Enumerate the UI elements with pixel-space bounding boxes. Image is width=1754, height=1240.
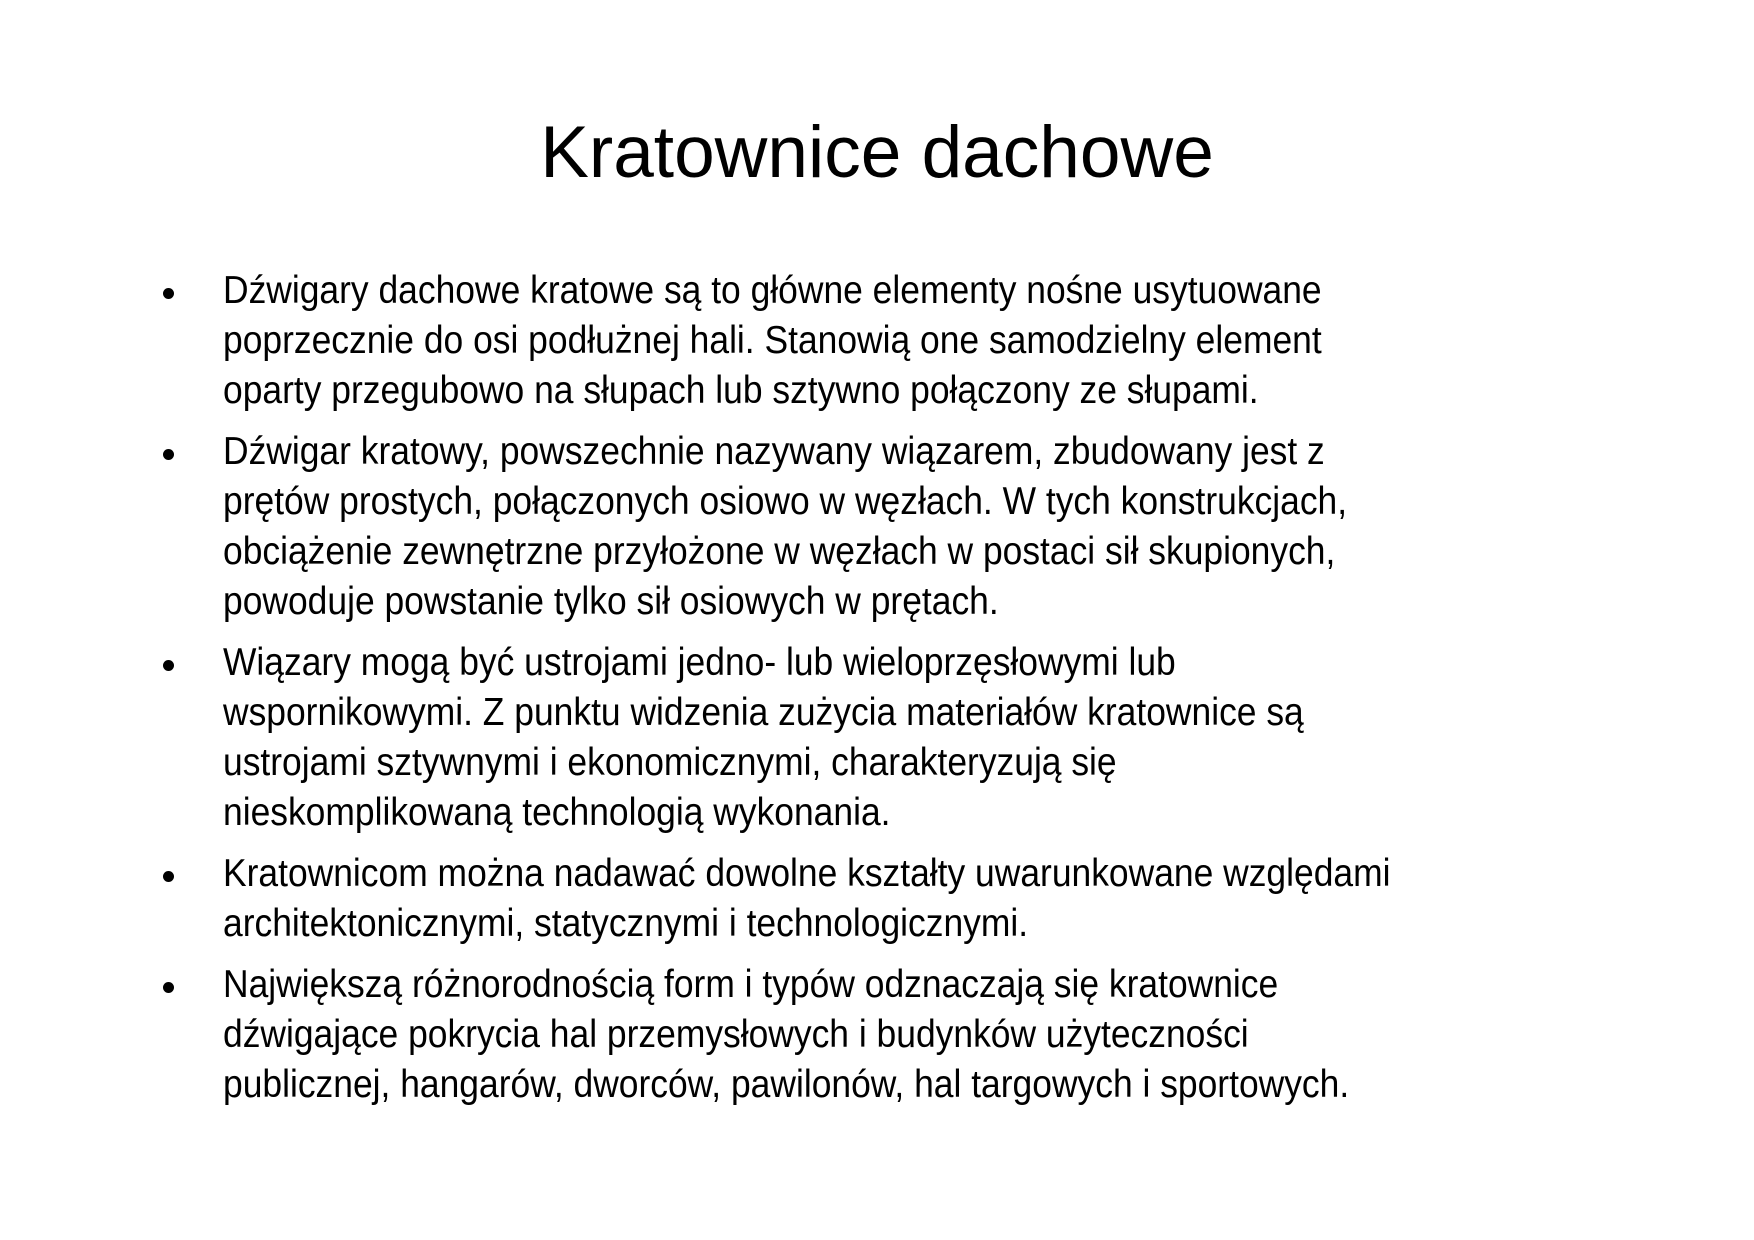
bullet-text-line: Wiązary mogą być ustrojami jedno- lub wieloprzęsłowymi lub xyxy=(223,641,1176,684)
bullet-text-line: Dźwigar kratowy, powszechnie nazywany wiązarem, zbudowany jest z xyxy=(223,430,1325,473)
bullet-text-line: ustrojami sztywnymi i ekonomicznymi, charakteryzują się xyxy=(223,741,1117,784)
bullet-text-line: publicznej, hangarów, dworców, pawilonów, hal targowych i sportowych. xyxy=(223,1063,1350,1106)
bullet-text-line: architektonicznymi, statycznymi i technologicznymi. xyxy=(223,902,1029,945)
bullet-item xyxy=(0,849,1754,949)
bullet-text-line: Kratownicom można nadawać dowolne kształty uwarunkowane względami xyxy=(223,852,1391,895)
slide-title: Kratownice dachowe xyxy=(540,112,1214,193)
bullet-item xyxy=(0,960,1754,1110)
bullet-item xyxy=(0,638,1754,838)
bullet-text-line: obciążenie zewnętrzne przyłożone w węzłach w postaci sił skupionych, xyxy=(223,530,1336,573)
bullet-text-line: prętów prostych, połączonych osiowo w węzłach. W tych konstrukcjach, xyxy=(223,480,1348,523)
bullet-item xyxy=(0,266,1754,416)
bullet-text-line: Największą różnorodnością form i typów odznaczają się kratownice xyxy=(223,963,1279,1006)
bullet-list xyxy=(0,266,1754,1121)
bullet-text-line: poprzecznie do osi podłużnej hali. Stanowią one samodzielny element xyxy=(223,319,1322,362)
bullet-text-line: dźwigające pokrycia hal przemysłowych i budynków użyteczności xyxy=(223,1013,1249,1056)
bullet-text-line: wspornikowymi. Z punktu widzenia zużycia materiałów kratownice są xyxy=(223,691,1304,734)
bullet-text-line: nieskomplikowaną technologią wykonania. xyxy=(223,791,891,834)
bullet-text-line: powoduje powstanie tylko sił osiowych w prętach. xyxy=(223,580,999,623)
bullet-text-line: oparty przegubowo na słupach lub sztywno połączony ze słupami. xyxy=(223,369,1259,412)
bullet-item xyxy=(0,427,1754,627)
bullet-text-line: Dźwigary dachowe kratowe są to główne elementy nośne usytuowane xyxy=(223,269,1322,312)
